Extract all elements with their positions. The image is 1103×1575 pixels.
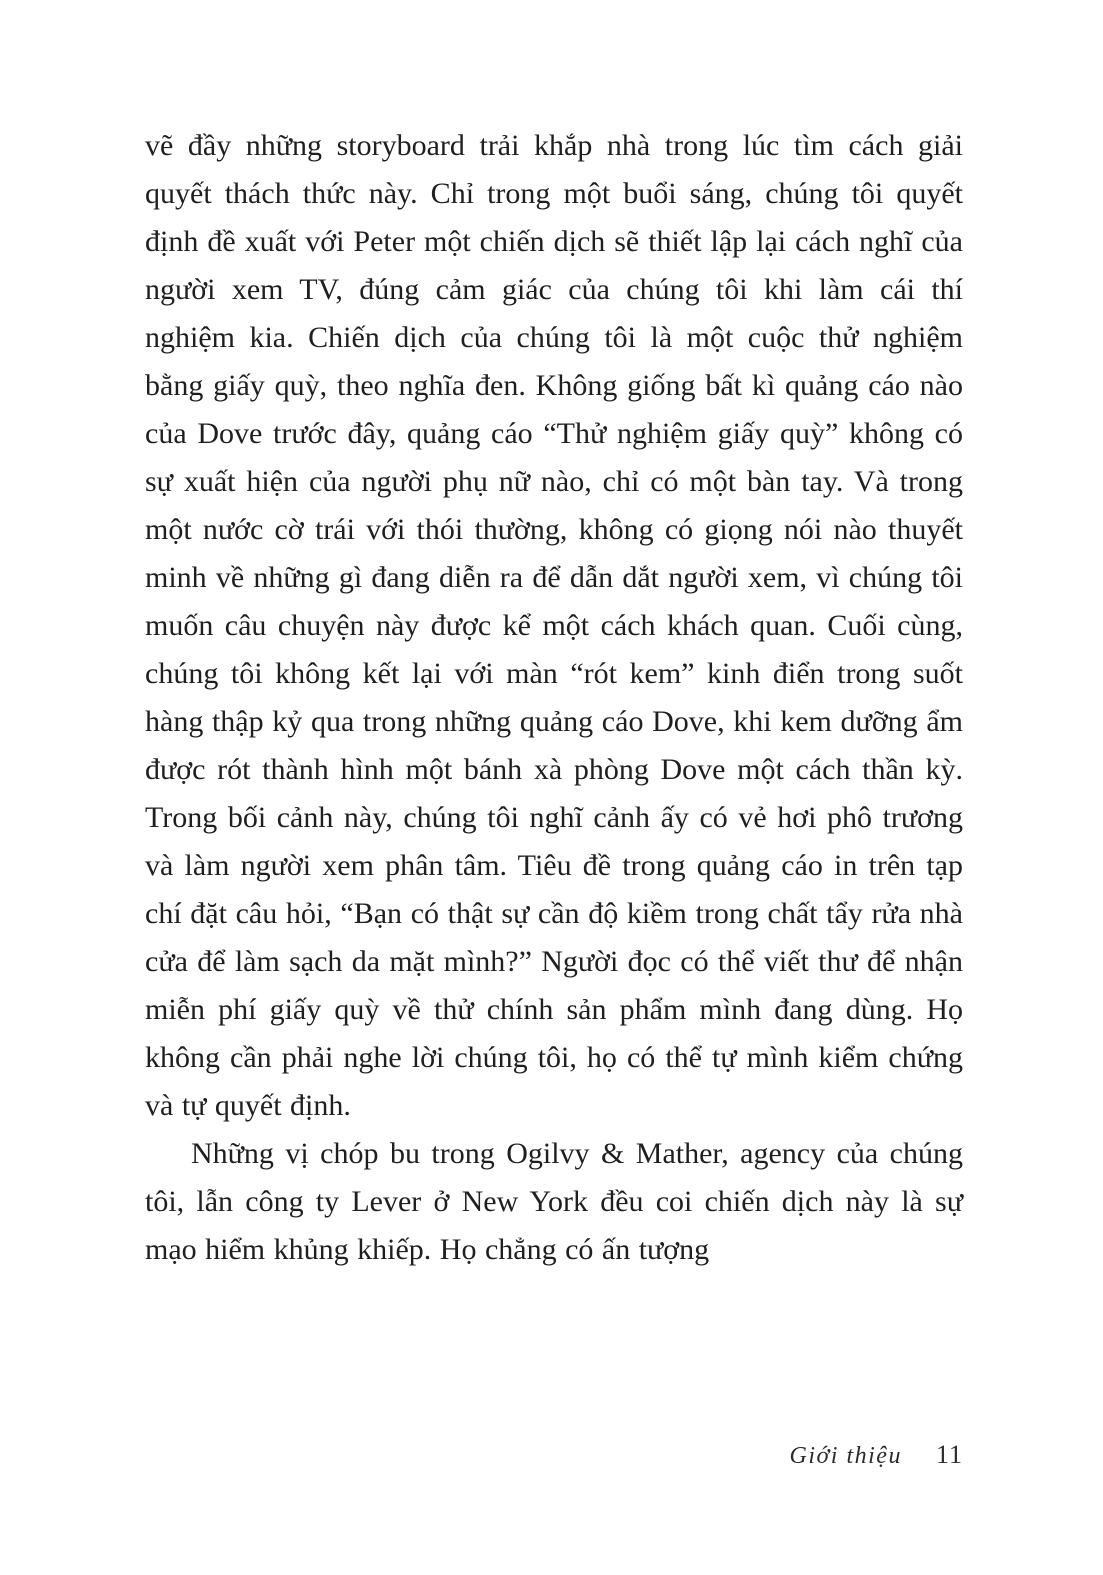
footer-section-title: Giới thiệu (789, 1443, 902, 1469)
page-footer (145, 1440, 963, 1470)
page-body-text (145, 122, 963, 1274)
paragraph: vẽ đầy những storyboard trải khắp nhà trong lúc tìm cách giải quyết thách thức này. Chỉ trong một buổi sáng, chúng tôi quyết định đề xuất với Peter một chiến dịch sẽ thiết lập lại cách nghĩ của người xem TV, đúng cảm giác của chúng tôi khi làm cái thí nghiệm kia. Chiến dịch của chúng tôi là một cuộc thử nghiệm bằng giấy quỳ, theo nghĩa đen. Không giống bất kì quảng cáo nào của Dove trước đây, quảng cáo “Thử nghiệm giấy quỳ” không có sự xuất hiện của người phụ nữ nào, chỉ có một bàn tay. Và trong một nước cờ trái với thói thường, không có giọng nói nào thuyết minh về những gì đang diễn ra để dẫn dắt người xem, vì chúng tôi muốn câu chuyện này được kể một cách khách quan. Cuối cùng, chúng tôi không kết lại với màn “rót kem” kinh điển trong suốt hàng thập kỷ qua trong những quảng cáo Dove, khi kem dưỡng ẩm được rót thành hình một bánh xà phòng Dove một cách thần kỳ. Trong bối cảnh này, chúng tôi nghĩ cảnh ấy có vẻ hơi phô trương và làm người xem phân tâm. Tiêu đề trong quảng cáo in trên tạp chí đặt câu hỏi, “Bạn có thật sự cần độ kiềm trong chất tẩy rửa nhà cửa để làm sạch da mặt mình?” Người đọc có thể viết thư để nhận miễn phí giấy quỳ về thử chính sản phẩm mình đang dùng. Họ không cần phải nghe lời chúng tôi, họ có thể tự mình kiểm chứng và tự quyết định. (145, 129, 963, 1122)
paragraph: Những vị chóp bu trong Ogilvy & Mather, agency của chúng tôi, lẫn công ty Lever ở New York đều coi chiến dịch này là sự mạo hiểm khủng khiếp. Họ chẳng có ấn tượng (145, 1137, 963, 1266)
footer-page-number: 11 (935, 1440, 963, 1469)
